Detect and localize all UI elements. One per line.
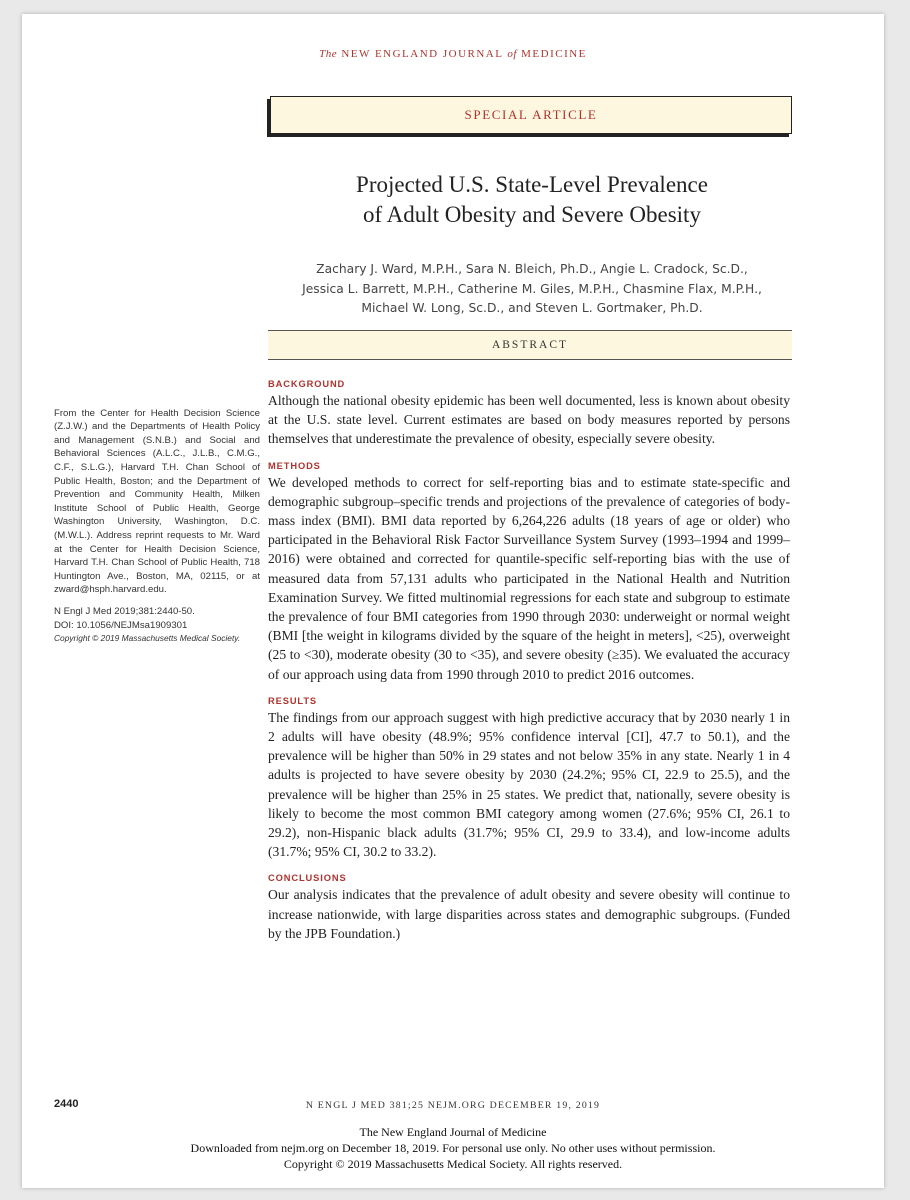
sidebar-copyright: Copyright © 2019 Massachusetts Medical Society. bbox=[54, 633, 241, 644]
section-heading-conclusions: CONCLUSIONS bbox=[268, 873, 347, 884]
journal-header-of: of bbox=[507, 48, 517, 60]
page-number: 2440 bbox=[54, 1098, 79, 1110]
article-title-line-2: of Adult Obesity and Severe Obesity bbox=[363, 202, 701, 227]
journal-page bbox=[22, 14, 884, 1188]
article-title-line-1: Projected U.S. State-Level Prevalence bbox=[356, 172, 708, 197]
abstract-section-results bbox=[268, 694, 790, 862]
section-text-conclusions: Our analysis indicates that the prevalence of adult obesity and severe obesity will continue to increase nationwide, with large disparities across states and demographic subgroups. (Funded by the JPB Foundation.) bbox=[268, 887, 790, 941]
abstract-section-conclusions bbox=[268, 871, 790, 943]
section-heading-results: RESULTS bbox=[268, 695, 317, 706]
abstract-section-background bbox=[268, 377, 790, 449]
author-affiliations-sidebar bbox=[54, 397, 260, 646]
section-heading-methods: METHODS bbox=[268, 460, 321, 471]
citation-text: N Engl J Med 2019;381:2440-50. bbox=[54, 605, 195, 617]
abstract-heading-bar bbox=[268, 330, 792, 360]
abstract-body bbox=[268, 377, 790, 953]
affiliations-text: From the Center for Health Decision Science (Z.J.W.) and the Departments of Health Policy and Management (S.N.B.) and Social and Behavioral Sciences (A.L.C., J.L.B., C.M.G., C.F., S.L.G.), Harvard T.H. Chan School of Public Health, Boston; and the Department of Prevention and Community Health, Milken Institute School of Public Health, George Washington University, Washington, D.C. (M.W.L.). Address reprint requests to Mr. Ward at the Center for Health Decision Science, Harvard T.H. Chan School of Public Health, 718 Huntington Ave., Boston, MA, 02115, or at zward@hsph.harvard.edu. bbox=[54, 407, 260, 596]
journal-header bbox=[22, 48, 884, 60]
section-text-results: The findings from our approach suggest with high predictive accuracy that by 2030 nearly 1 in 2 adults will have obesity (48.9%; 95% confidence interval [CI], 47.7 to 50.1), and the prevalence will be higher than 50% in 29 states and not below 35% in any state. Nearly 1 in 4 adults is projected to have severe obesity by 2030 (24.2%; 95% CI, 22.9 to 25.5), and the prevalence will be higher than 25% in 25 states. We predict that, nationally, severe obesity is likely to become the most common BMI category among women (27.6%; 95% CI, 26.1 to 29.2), non-Hispanic black adults (31.7%; 95% CI, 29.9 to 33.4), and low-income adults (31.7%; 95% CI, 30.2 to 33.2). bbox=[268, 709, 790, 860]
download-notice bbox=[22, 1124, 884, 1172]
abstract-section-methods bbox=[268, 459, 790, 684]
section-text-methods: We developed methods to correct for self-reporting bias and to estimate state-specific and demographic subgroup–specific trends and projections of the prevalence of categories of body-mass index (BMI). BMI data reported by 6,264,226 adults (18 years of age or older) who participated in the Behavioral Risk Factor Surveillance System Survey (1993–1994 and 1999–2016) were obtained and corrected for quantile-specific self-reporting bias with the use of measured data from 57,131 adults who participated in the National Health and Nutrition Examination Survey. We fitted multinomial regressions for each state and subgroup to estimate the prevalence of four BMI categories from 1990 through 2030: underweight or normal weight (BMI [the weight in kilograms divided by the square of the height in meters], <25), overweight (25 to <30), moderate obesity (30 to <35), and severe obesity (≥35). We evaluated the accuracy of our approach using data from 1990 through 2010 to predict 2016 outcomes. bbox=[268, 474, 790, 682]
article-title bbox=[222, 170, 842, 230]
section-text-background: Although the national obesity epidemic has been well documented, less is known about obesity at the U.S. state level. Current estimates are based on body measures reported by persons themselves that underestimate the prevalence of obesity, especially severe obesity. bbox=[268, 393, 790, 447]
doi-text: DOI: 10.1056/NEJMsa1909301 bbox=[54, 619, 188, 631]
authors-line-1: Zachary J. Ward, M.P.H., Sara N. Bleich, Ph.D., Angie L. Cradock, Sc.D., bbox=[316, 262, 748, 276]
article-authors bbox=[222, 260, 842, 319]
article-type-label: SPECIAL ARTICLE bbox=[464, 107, 598, 122]
download-notice-line-3: Copyright © 2019 Massachusetts Medical Society. All rights reserved. bbox=[283, 1157, 623, 1171]
section-heading-background: BACKGROUND bbox=[268, 379, 346, 389]
journal-header-the: The bbox=[319, 48, 338, 60]
journal-header-name-2: MEDICINE bbox=[521, 48, 587, 60]
running-footer: N ENGL J MED 381;25 NEJM.ORG DECEMBER 19, 2019 bbox=[305, 1100, 601, 1111]
download-notice-line-2: Downloaded from nejm.org on December 18, 2019. For personal use only. No other uses without permission. bbox=[190, 1141, 716, 1155]
special-article-banner bbox=[270, 96, 792, 134]
authors-line-2: Jessica L. Barrett, M.P.H., Catherine M. Giles, M.P.H., Chasmine Flax, M.P.H., bbox=[302, 281, 762, 296]
authors-line-3: Michael W. Long, Sc.D., and Steven L. Gortmaker, Ph.D. bbox=[361, 301, 703, 316]
abstract-heading: ABSTRACT bbox=[491, 339, 569, 351]
download-notice-line-1: The New England Journal of Medicine bbox=[359, 1125, 547, 1139]
journal-header-name-1: NEW ENGLAND JOURNAL bbox=[341, 48, 504, 60]
